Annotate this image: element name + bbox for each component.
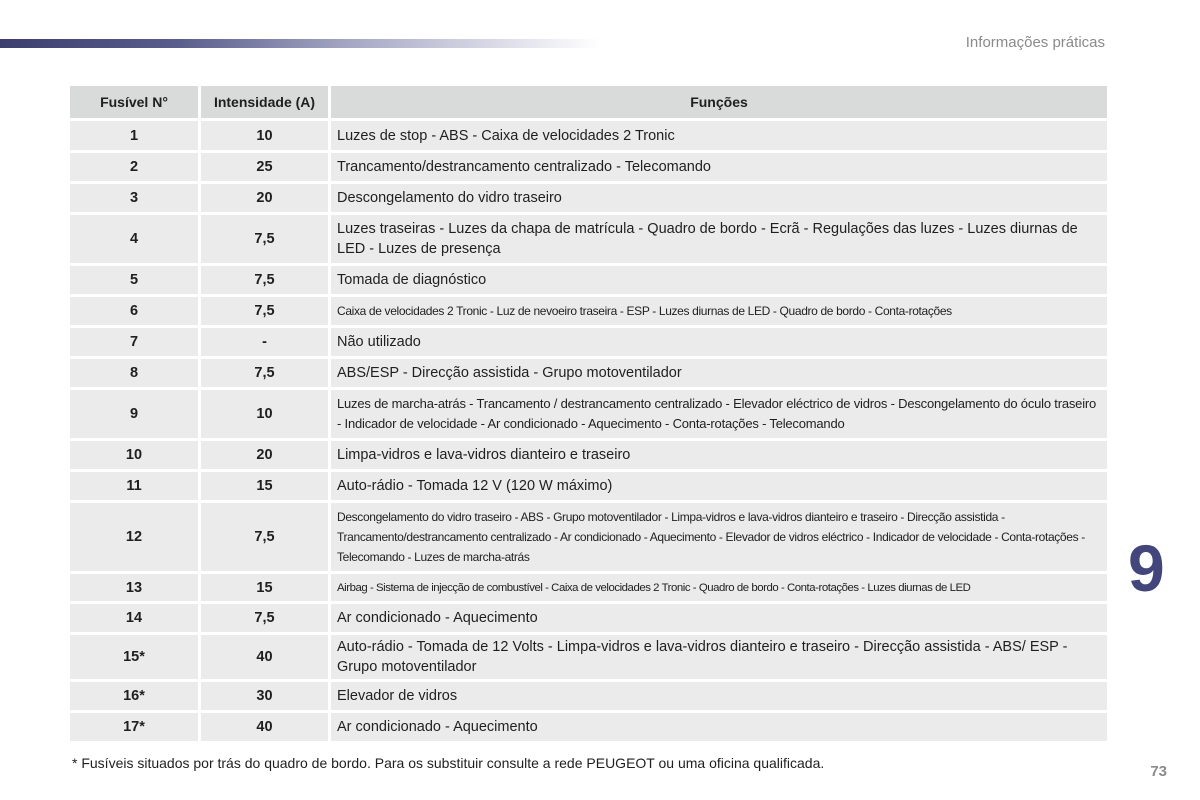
fuse-number: 12 — [70, 503, 198, 571]
column-header-fuse: Fusível N° — [70, 86, 198, 118]
fuse-functions: Caixa de velocidades 2 Tronic - Luz de nevoeiro traseira - ESP - Luzes diurnas de LED - Quadro de bordo - Conta-rotações — [331, 297, 1107, 325]
table-row — [70, 328, 1107, 356]
fuse-functions: Luzes de marcha-atrás - Trancamento / destrancamento centralizado - Elevador eléctrico de vidros - Descongelamento do óculo traseiro - Indicador de velocidade - Ar condicionado - Aquecimento - Conta-rotações - Telecomando — [331, 390, 1107, 438]
table-row — [70, 153, 1107, 181]
fuse-number: 17* — [70, 713, 198, 741]
fuse-functions: Trancamento/destrancamento centralizado - Telecomando — [331, 153, 1107, 181]
fuse-amperage: 7,5 — [201, 503, 328, 571]
column-header-functions: Funções — [331, 86, 1107, 118]
fuse-functions: Auto-rádio - Tomada 12 V (120 W máximo) — [331, 472, 1107, 500]
fuse-functions: ABS/ESP - Direcção assistida - Grupo motoventilador — [331, 359, 1107, 387]
fuse-number: 2 — [70, 153, 198, 181]
fuse-amperage: 40 — [201, 635, 328, 679]
fuse-amperage: 10 — [201, 121, 328, 150]
table-row — [70, 635, 1107, 679]
table-row — [70, 266, 1107, 294]
fuse-functions: Luzes de stop - ABS - Caixa de velocidades 2 Tronic — [331, 121, 1107, 150]
fuse-amperage: 7,5 — [201, 297, 328, 325]
fuse-functions: Tomada de diagnóstico — [331, 266, 1107, 294]
fuse-number: 5 — [70, 266, 198, 294]
fuse-amperage: - — [201, 328, 328, 356]
fuse-amperage: 25 — [201, 153, 328, 181]
table-row — [70, 682, 1107, 710]
table-row — [70, 441, 1107, 469]
fuse-functions: Elevador de vidros — [331, 682, 1107, 710]
fuse-functions: Auto-rádio - Tomada de 12 Volts - Limpa-vidros e lava-vidros dianteiro e traseiro - Direcção assistida - ABS/ ESP - Grupo motoventilador — [331, 635, 1107, 679]
fuse-amperage: 30 — [201, 682, 328, 710]
table-row — [70, 297, 1107, 325]
fuse-number: 15* — [70, 635, 198, 679]
fuse-number: 13 — [70, 574, 198, 601]
table-row — [70, 713, 1107, 741]
fuse-amperage: 15 — [201, 472, 328, 500]
fuse-functions: Luzes traseiras - Luzes da chapa de matrícula - Quadro de bordo - Ecrã - Regulações das luzes - Luzes diurnas de LED - Luzes de presença — [331, 215, 1107, 263]
fuse-number: 8 — [70, 359, 198, 387]
fuse-functions: Airbag - Sistema de injecção de combustível - Caixa de velocidades 2 Tronic - Quadro de bordo - Conta-rotações - Luzes diurnas de LED — [331, 574, 1107, 601]
fuse-number: 9 — [70, 390, 198, 438]
fuse-amperage: 7,5 — [201, 215, 328, 263]
fuse-amperage: 7,5 — [201, 359, 328, 387]
table-row — [70, 472, 1107, 500]
table-row — [70, 390, 1107, 438]
fuse-number: 7 — [70, 328, 198, 356]
table-row — [70, 503, 1107, 571]
fuse-number: 14 — [70, 604, 198, 632]
table-row — [70, 121, 1107, 150]
fuse-functions: Limpa-vidros e lava-vidros dianteiro e traseiro — [331, 441, 1107, 469]
fuse-amperage: 40 — [201, 713, 328, 741]
chapter-number: 9 — [1128, 531, 1165, 605]
fuse-amperage: 20 — [201, 441, 328, 469]
fuse-amperage: 10 — [201, 390, 328, 438]
section-title: Informações práticas — [965, 34, 1105, 51]
fuse-number: 6 — [70, 297, 198, 325]
fuse-number: 16* — [70, 682, 198, 710]
fuse-amperage: 7,5 — [201, 266, 328, 294]
fuse-functions: Ar condicionado - Aquecimento — [331, 604, 1107, 632]
table-header-row — [70, 86, 1107, 118]
fuse-amperage: 20 — [201, 184, 328, 212]
table-row — [70, 359, 1107, 387]
fuse-number: 3 — [70, 184, 198, 212]
footnote: * Fusíveis situados por trás do quadro de bordo. Para os substituir consulte a rede PEUGEOT ou uma oficina qualificada. — [72, 755, 825, 771]
fuse-amperage: 15 — [201, 574, 328, 601]
fuse-functions: Ar condicionado - Aquecimento — [331, 713, 1107, 741]
table-row — [70, 184, 1107, 212]
fuse-number: 10 — [70, 441, 198, 469]
fuse-table — [67, 83, 1110, 744]
header-accent-bar — [0, 39, 600, 48]
table-row — [70, 215, 1107, 263]
fuse-number: 1 — [70, 121, 198, 150]
fuse-functions: Descongelamento do vidro traseiro - ABS - Grupo motoventilador - Limpa-vidros e lava-vidros dianteiro e traseiro - Direcção assistida - Trancamento/destrancamento centralizado - Ar condicionado - Aquecimento - Elevador de vidros eléctrico - Indicador de velocidade - Conta-rotações - Telecomando - Luzes de marcha-atrás — [331, 503, 1107, 571]
fuse-amperage: 7,5 — [201, 604, 328, 632]
table-row — [70, 574, 1107, 601]
table-row — [70, 604, 1107, 632]
fuse-functions: Descongelamento do vidro traseiro — [331, 184, 1107, 212]
fuse-number: 4 — [70, 215, 198, 263]
page-number: 73 — [1150, 763, 1167, 780]
fuse-number: 11 — [70, 472, 198, 500]
fuse-functions: Não utilizado — [331, 328, 1107, 356]
column-header-amperage: Intensidade (A) — [201, 86, 328, 118]
